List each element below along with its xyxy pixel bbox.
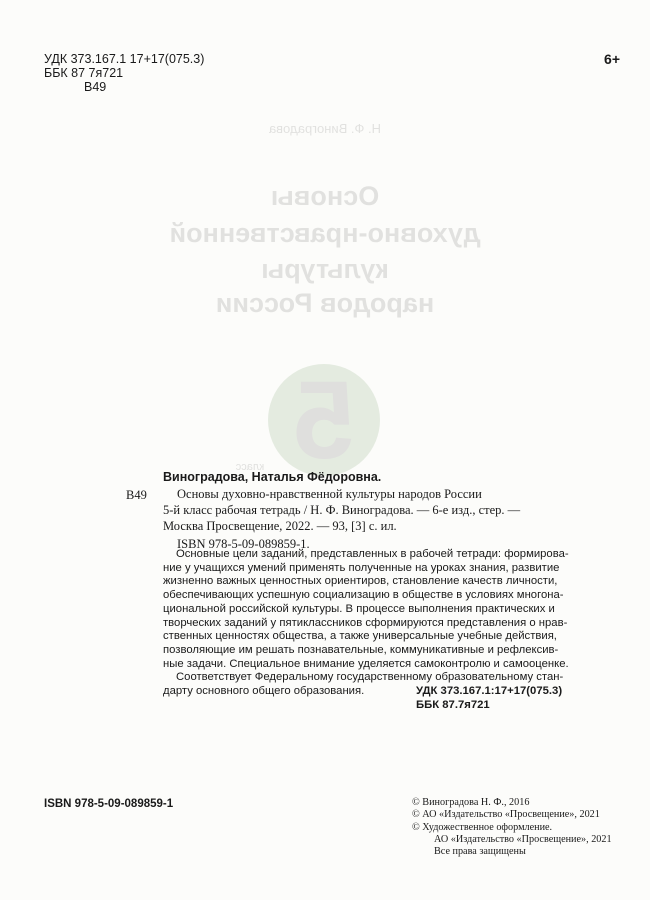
copyright-block: [412, 797, 612, 858]
udk-code: УДК 373.167.1 17+17(075.3): [44, 52, 205, 66]
annotation-p1-line: обеспечивающих успешную социализацию в обществе в условиях многона-: [163, 589, 564, 602]
copyright-line: © Виноградова Н. Ф., 2016: [412, 797, 530, 808]
annotation-p1-line: ние у учащихся умений применять полученные на уроках знания, развитие: [163, 561, 560, 574]
annotation-p1-line: жизненно важных ценностных ориентиров, становление качеств личности,: [163, 575, 558, 588]
author-mark: В49: [84, 80, 107, 94]
annotation-p1-line: позволяющие им решать познавательные, коммуникативные и рефлексив-: [163, 643, 559, 656]
isbn-footer: ISBN 978-5-09-089859-1: [44, 798, 174, 810]
biblio-isbn: ISBN 978-5-09-089859-1.: [177, 537, 310, 551]
annotation-p1-line: творческих заданий у пятиклассников сформируются представления о нрав-: [163, 616, 568, 629]
biblio-author: Виноградова, Наталья Фёдоровна.: [163, 470, 382, 484]
ghost-title-line-3: культуры: [261, 254, 389, 284]
biblio-record: [163, 486, 520, 552]
annotation: [163, 548, 571, 699]
annotation-p1-line: циональной российской культуры. В процессе выполнения практических и: [163, 602, 555, 615]
ghost-grade-label: класс: [235, 461, 265, 473]
ghost-grade-number: 5: [293, 359, 355, 482]
classification-codes: [44, 52, 204, 94]
biblio-line-1: Основы духовно-нравственной культуры народов России: [177, 487, 482, 501]
annotation-p1-line: Основные цели заданий, представленных в рабочей тетради: формирова-: [176, 548, 569, 560]
biblio-code: В49: [126, 488, 147, 502]
copyright-line: © АО «Издательство «Просвещение», 2021: [412, 809, 600, 821]
bbk-code-right: ББК 87.7я721: [416, 699, 490, 711]
biblio-line-3: Москва Просвещение, 2022. — 93, [3] с. ил.: [163, 519, 397, 533]
biblio-line-2: 5-й класс рабочая тетрадь / Н. Ф. Виноградова. — 6-е изд., стер. —: [163, 503, 521, 517]
ghost-grade-shape: [268, 364, 380, 476]
bbk-code: ББК 87 7я721: [44, 66, 124, 80]
copyright-line: АО «Издательство «Просвещение», 2021: [434, 833, 612, 845]
ghost-title-line-4: народов России: [215, 288, 435, 318]
ghost-title-line-2: духовно-нравственной: [169, 218, 481, 248]
ghost-title-line-1: Основы: [270, 181, 380, 211]
udk-code-right: УДК 373.167.1:17+17(075.3): [416, 685, 563, 697]
copyright-line: Все права защищены: [434, 846, 526, 858]
udk-bbk-block: [416, 684, 562, 712]
ghost-author: Н. Ф. Виноградова: [268, 121, 382, 136]
copyright-line: © Художественное оформление.: [412, 821, 553, 833]
annotation-p2-line: дарту основного общего образования.: [163, 685, 365, 698]
annotation-p1-line: ные задачи. Специальное внимание уделяется самоконтролю и самооценке.: [163, 657, 569, 670]
annotation-p2-line: Соответствует Федеральному государственному образовательному стан-: [176, 671, 564, 684]
annotation-p1-line: ственных ценностях общества, а также универсальные учебные действия,: [163, 630, 557, 643]
age-rating: 6+: [604, 51, 620, 67]
